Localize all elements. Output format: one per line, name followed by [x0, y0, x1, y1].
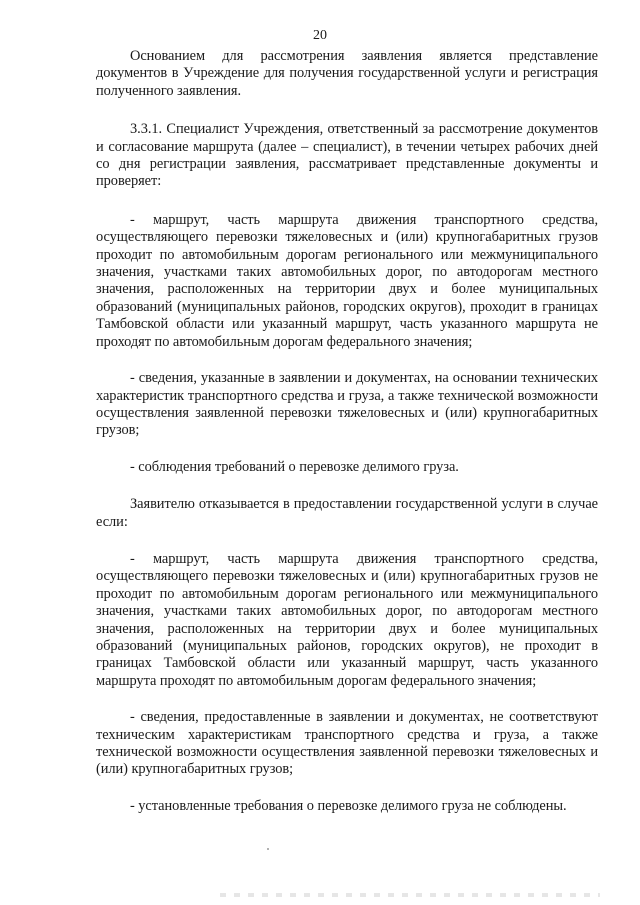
scan-footer-marks [220, 893, 600, 897]
paragraph-check-info: - сведения, указанные в заявлении и документах, на основании технических характеристик транспортного средства и груза, а также технической возможности осуществления заявленной перевозки тяжеловесных и (или) крупногабаритных грузов; [96, 370, 598, 439]
scan-speck [267, 848, 269, 850]
paragraph-refusal-info: - сведения, предоставленные в заявлении и документах, не соответствуют техническим характеристикам транспортного средства и груза, а также технической возможности осуществления заявленной перевозки тяжеловесных и (или) крупногабаритных грузов; [96, 709, 598, 778]
paragraph-refusal-route: - маршрут, часть маршрута движения транспортного средства, осуществляющего перевозки тяжеловесных и (или) крупногабаритных грузов не проходит по автомобильным дорогам регионального или межмуниципального значения, участками таких автомобильных дорог, по автодорогам местного значения, расположенных на территории двух и более муниципальных образований (муниципальных районов, городских округов), не проходит в границах Тамбовской области или указанный маршрут, часть указанного маршрута проходят по автомобильным дорогам федерального значения; [96, 550, 598, 689]
paragraph-refusal-intro: Заявителю отказывается в предоставлении государственной услуги в случае если: [96, 496, 598, 530]
paragraph-refusal-divisible-cargo: - установленные требования о перевозке делимого груза не соблюдены. [130, 797, 567, 814]
paragraph-3-3-1: 3.3.1. Специалист Учреждения, ответственный за рассмотрение документов и согласование маршрута (далее – специалист), в течении четырех рабочих дней со дня регистрации заявления, рассматривает представленные документы и проверяет: [96, 121, 598, 190]
paragraph-basis: Основанием для рассмотрения заявления является представление документов в Учреждение для получения государственной услуги и регистрация полученного заявления. [96, 48, 598, 99]
paragraph-check-route: - маршрут, часть маршрута движения транспортного средства, осуществляющего перевозки тяжеловесных и (или) крупногабаритных грузов проходит по автомобильным дорогам регионального или межмуниципального значения, участками таких автомобильных дорог, по автодорогам местного значения, расположенных на территории двух и более муниципальных образований (муниципальных районов, городских округов), проходит в границах Тамбовской области или указанный маршрут, часть указанного маршрута не проходят по автомобильным дорогам федерального значения; [96, 211, 598, 350]
page-number: 20 [313, 28, 327, 43]
document-body [96, 48, 598, 815]
paragraph-check-divisible-cargo: - соблюдения требований о перевозке делимого груза. [130, 458, 459, 475]
